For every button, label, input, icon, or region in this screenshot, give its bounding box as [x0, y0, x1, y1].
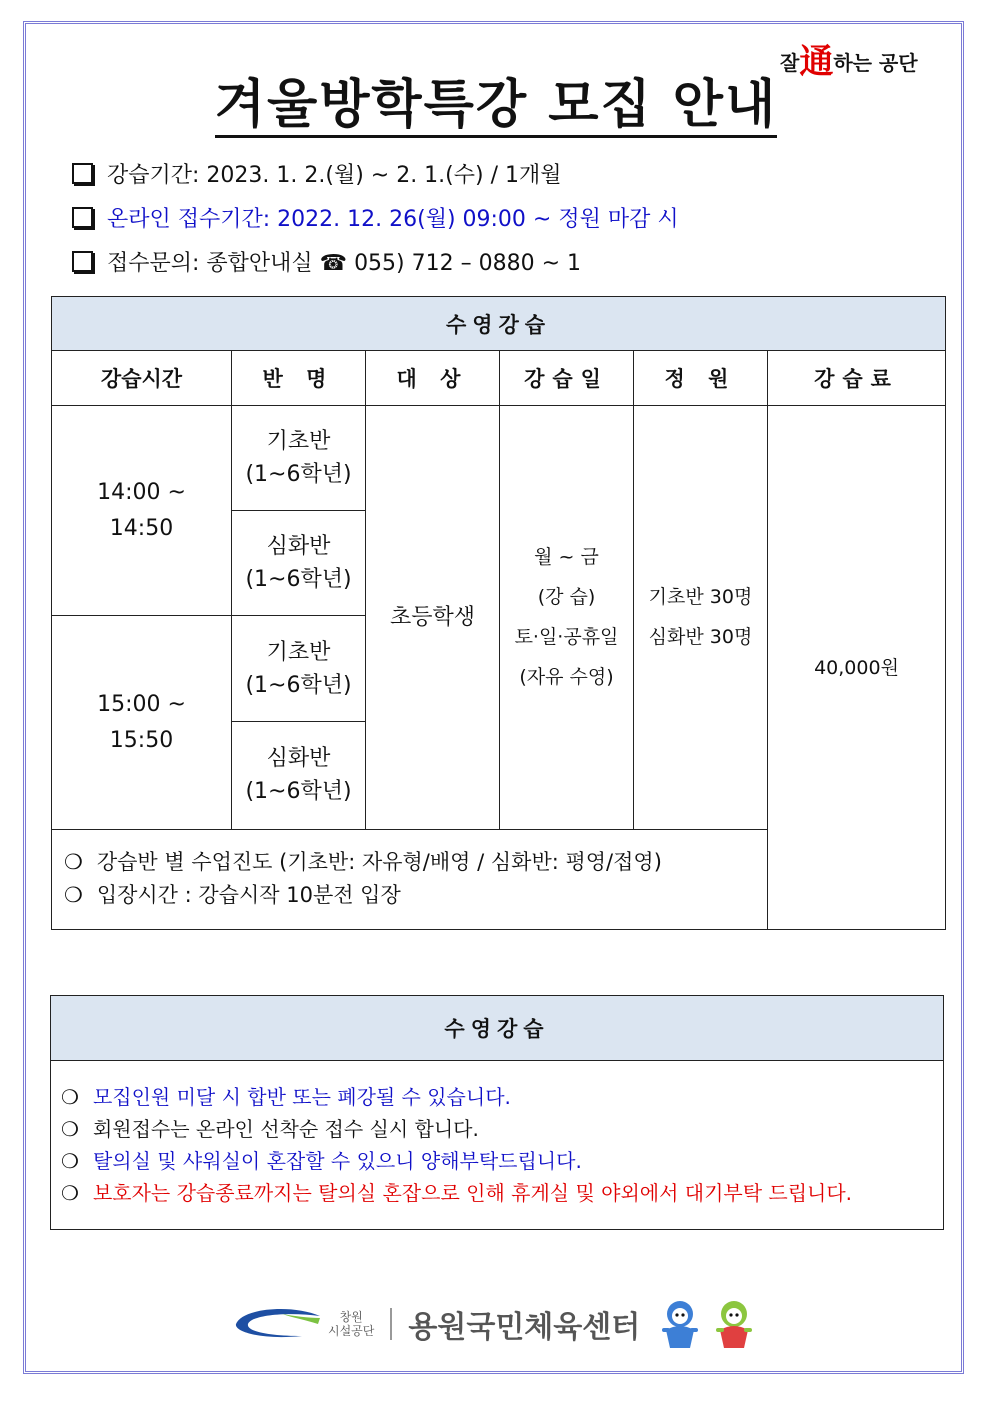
notice-item: ❍ 탈의실 및 샤워실이 혼잡할 수 있으니 양해부탁드립니다. [61, 1149, 582, 1173]
org-name: 용원국민체육센터 [408, 1310, 641, 1345]
notice-header: 수영강습 [51, 996, 943, 1061]
days-cell: 월 ~ 금 (강 습) 토·일·공휴일 (자유 수영) [500, 406, 634, 830]
class-advanced-1: 심화반 (1~6학년) [232, 511, 366, 616]
info-contact [72, 246, 581, 277]
slogan-suffix: 하는 공단 [833, 51, 918, 75]
info-contact-text: 접수문의: 종합안내실 ☎ 055) 712 – 0880 ~ 1 [107, 251, 582, 276]
checkbox-icon [72, 207, 93, 228]
notice-box [50, 995, 944, 1230]
notice-item: ❍ 회원접수는 온라인 선착순 접수 실시 합니다. [61, 1117, 479, 1141]
notice-list [51, 1061, 943, 1209]
mascot-icon [654, 1296, 764, 1352]
class-basic-2: 기초반 (1~6학년) [232, 616, 366, 721]
class-table [51, 296, 946, 930]
info-period [72, 158, 562, 189]
note-item: ❍ 입장시간 : 강습시작 10분전 입장 [64, 883, 401, 908]
class-advanced-2: 심화반 (1~6학년) [232, 721, 366, 829]
info-period-text: 강습기간: 2023. 1. 2.(월) ~ 2. 1.(수) / 1개월 [107, 163, 562, 188]
page-title-text: 겨울방학특강 모집 안내 [215, 75, 778, 138]
circle-bullet-icon: ❍ [61, 1181, 79, 1205]
col-capacity: 정 원 [634, 351, 768, 406]
time-slot-1: 14:00 ~ 14:50 [52, 406, 232, 616]
class-basic-1: 기초반 (1~6학년) [232, 406, 366, 511]
checkbox-icon [72, 163, 93, 184]
circle-bullet-icon: ❍ [61, 1117, 79, 1141]
notice-item: ❍ 보호자는 강습종료까지는 탈의실 혼잡으로 인해 휴게실 및 야외에서 대기부탁 드립니다. [61, 1181, 853, 1205]
slogan-prefix: 잘 [780, 51, 800, 75]
note-item: ❍ 강습반 별 수업진도 (기초반: 자유형/배영 / 심화반: 평영/접영) [64, 850, 662, 875]
table-header: 수영강습 [52, 297, 946, 351]
circle-bullet-icon: ❍ [61, 1085, 79, 1109]
footer [232, 1296, 764, 1352]
col-time: 강습시간 [52, 351, 232, 406]
col-class: 반 명 [232, 351, 366, 406]
divider [390, 1308, 392, 1340]
slogan-highlight: 通 [799, 42, 834, 82]
target-cell: 초등학생 [366, 406, 500, 830]
org-small-name: 창원 시설공단 [328, 1310, 375, 1338]
time-slot-2: 15:00 ~ 15:50 [52, 616, 232, 829]
page-title [0, 62, 992, 137]
info-registration [72, 202, 679, 233]
info-registration-text: 온라인 접수기간: 2022. 12. 26(월) 09:00 ~ 정원 마감 시 [107, 207, 679, 232]
fee-cell: 40,000원 [768, 406, 946, 930]
col-target: 대 상 [366, 351, 500, 406]
circle-bullet-icon: ❍ [64, 883, 83, 908]
notice-item: ❍ 모집인원 미달 시 합반 또는 폐강될 수 있습니다. [61, 1085, 511, 1109]
circle-bullet-icon: ❍ [64, 850, 83, 875]
table-notes [52, 829, 768, 929]
col-days: 강습일 [500, 351, 634, 406]
capacity-cell: 기초반 30명 심화반 30명 [634, 406, 768, 830]
circle-bullet-icon: ❍ [61, 1149, 79, 1173]
col-fee: 강습료 [768, 351, 946, 406]
checkbox-icon [72, 251, 93, 272]
org-logo-icon [232, 1306, 324, 1342]
